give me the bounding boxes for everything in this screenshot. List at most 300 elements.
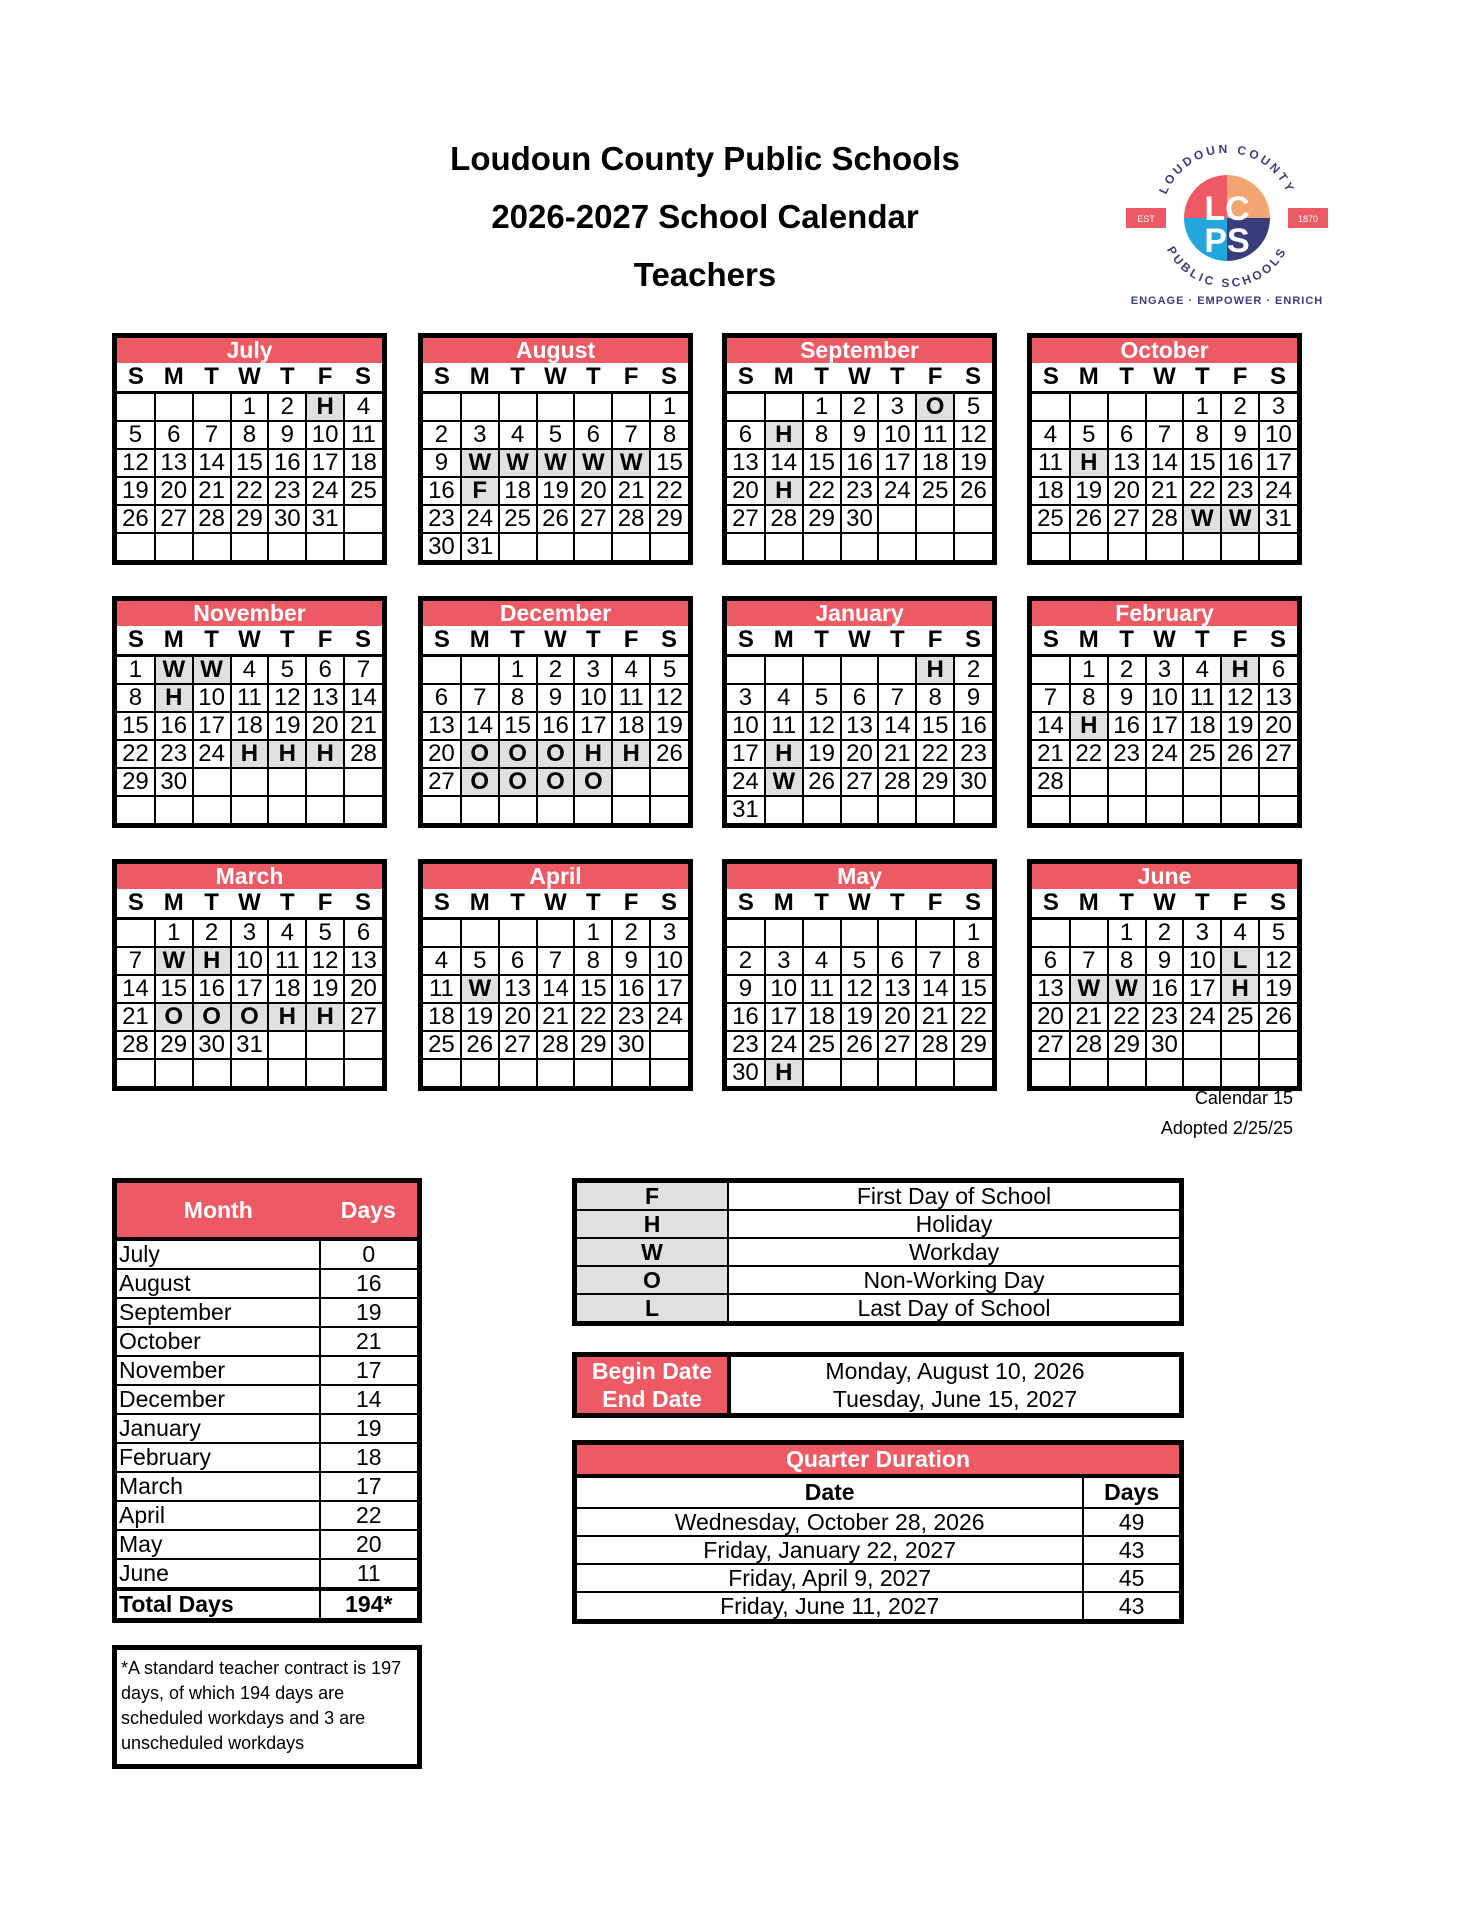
day-cell: 16 [193,975,231,1003]
day-cell [574,533,612,560]
day-cell [499,796,537,823]
day-cell: 20 [155,477,193,505]
day-cell: 11 [1032,449,1070,477]
day-cell [268,533,306,560]
day-cell: 18 [423,1003,461,1031]
begin-date-label: Begin Date [575,1355,730,1386]
weekday-header: F [1221,626,1259,656]
day-cell: 13 [1259,684,1297,712]
day-cell: 4 [499,421,537,449]
day-cell: 19 [841,1003,879,1031]
day-cell: W [574,449,612,477]
weekday-header: M [461,363,499,393]
day-cell: 5 [1070,421,1108,449]
day-cell: 4 [765,684,803,712]
week-row [1032,975,1297,1003]
day-cell [155,1059,193,1086]
day-cell: 3 [1146,656,1184,685]
day-cell: 13 [306,684,344,712]
weekday-header: F [306,626,344,656]
week-row [117,1031,382,1059]
weekday-header: F [916,626,954,656]
quarter-end-date: Friday, January 22, 2027 [575,1536,1084,1564]
month-calendar-november [112,596,387,828]
day-cell: 1 [155,919,193,948]
weekday-header: T [268,889,306,919]
day-cell: 29 [954,1031,992,1059]
day-cell: 19 [537,477,575,505]
day-cell: 22 [117,740,155,768]
day-cell: 9 [1146,947,1184,975]
week-row [1032,421,1297,449]
day-cell: 7 [1032,684,1070,712]
day-cell: O [574,768,612,796]
day-cell: O [461,740,499,768]
month-title: December [423,601,688,626]
day-cell: 26 [650,740,688,768]
svg-text:PUBLIC SCHOOLS: PUBLIC SCHOOLS [1163,243,1291,291]
weekday-header: F [306,889,344,919]
month-name: August [115,1269,320,1298]
day-cell: 3 [727,684,765,712]
day-cell: H [1221,975,1259,1003]
day-cell: H [612,740,650,768]
day-cell: 17 [765,1003,803,1031]
day-cell: 9 [1108,684,1146,712]
day-cell [1108,533,1146,560]
month-day-count: 19 [320,1298,420,1327]
day-cell: 12 [803,712,841,740]
day-cell [803,656,841,685]
quarter-end-date: Friday, April 9, 2027 [575,1564,1084,1592]
day-cell: 27 [1108,505,1146,533]
day-cell: 25 [803,1031,841,1059]
day-cell: 9 [537,684,575,712]
weekday-header: F [612,889,650,919]
day-cell: 19 [306,975,344,1003]
day-cell: 23 [423,505,461,533]
day-cell: 20 [1108,477,1146,505]
weekday-header: T [878,363,916,393]
month-days-row [115,1443,420,1472]
month-title: June [1032,864,1297,889]
day-cell: 8 [499,684,537,712]
day-cell: 28 [1070,1031,1108,1059]
day-cell: 30 [155,768,193,796]
day-cell [193,393,231,422]
day-cell: 11 [765,712,803,740]
week-row [423,421,688,449]
day-cell: 6 [306,656,344,685]
day-cell: 7 [1070,947,1108,975]
week-row [727,796,992,823]
day-cell: 28 [1032,768,1070,796]
day-cell: 27 [574,505,612,533]
legend-row [575,1266,1182,1294]
day-cell: 8 [1183,421,1221,449]
day-cell: 30 [193,1031,231,1059]
month-name: June [115,1559,320,1589]
weekday-header: F [306,363,344,393]
month-calendar-august [418,333,693,565]
month-calendar-december [418,596,693,828]
day-cell [537,393,575,422]
day-cell: 27 [1259,740,1297,768]
day-cell [306,1031,344,1059]
quarter-day-count: 49 [1083,1508,1181,1536]
day-cell: H [765,1059,803,1086]
day-cell: 16 [954,712,992,740]
day-cell [1183,533,1221,560]
day-cell: W [155,947,193,975]
day-cell: 16 [727,1003,765,1031]
day-cell: W [537,449,575,477]
day-cell: 5 [650,656,688,685]
day-cell: 9 [841,421,879,449]
day-cell: 4 [268,919,306,948]
day-cell: 22 [954,1003,992,1031]
week-row [1032,947,1297,975]
day-cell: H [1221,656,1259,685]
month-title: July [117,338,382,363]
weekday-header: S [423,626,461,656]
weekday-header: S [1032,889,1070,919]
day-cell: 30 [1146,1031,1184,1059]
day-cell: 28 [765,505,803,533]
weekday-header: S [1259,363,1297,393]
weekday-header: S [344,889,382,919]
month-days-row [115,1298,420,1327]
day-cell: 19 [803,740,841,768]
day-cell: 7 [916,947,954,975]
day-cell: 2 [841,393,879,422]
month-days-row [115,1530,420,1559]
day-cell: 30 [612,1031,650,1059]
day-cell: O [537,768,575,796]
day-cell: 10 [193,684,231,712]
quarter-end-date: Friday, June 11, 2027 [575,1592,1084,1622]
day-cell: 20 [727,477,765,505]
day-cell: 22 [231,477,269,505]
day-cell: 23 [1146,1003,1184,1031]
weekday-header: W [1146,889,1184,919]
week-row [423,449,688,477]
week-row [1032,684,1297,712]
week-row [117,740,382,768]
total-value: 194* [320,1589,420,1621]
day-cell [461,656,499,685]
month-title: April [423,864,688,889]
day-cell: O [155,1003,193,1031]
weekday-header: W [537,363,575,393]
weekday-header: S [650,626,688,656]
day-cell [765,393,803,422]
weekday-header: T [1108,626,1146,656]
day-cell [1032,919,1070,948]
week-row [727,768,992,796]
week-row [727,684,992,712]
day-cell: 4 [1183,656,1221,685]
day-cell: 14 [1146,449,1184,477]
day-cell: 28 [193,505,231,533]
day-cell: 10 [1259,421,1297,449]
day-cell [727,393,765,422]
day-cell: 5 [1259,919,1297,948]
month-days-row [115,1385,420,1414]
week-row [727,393,992,422]
day-cell: 2 [268,393,306,422]
day-cell: O [499,740,537,768]
svg-text:PS: PS [1204,222,1250,260]
day-cell: 25 [344,477,382,505]
weekday-header: M [155,889,193,919]
quarter-duration-table [572,1440,1184,1624]
days-header: Days [320,1181,420,1240]
quarter-day-count: 45 [1083,1564,1181,1592]
week-row [727,505,992,533]
weekday-header: S [1032,363,1070,393]
day-cell: 14 [344,684,382,712]
weekday-header: S [344,626,382,656]
day-cell [1221,1031,1259,1059]
month-calendar-march [112,859,387,1091]
day-cell: 9 [1221,421,1259,449]
day-cell: 17 [1259,449,1297,477]
day-cell: 17 [727,740,765,768]
weekday-header: S [727,626,765,656]
day-cell: 8 [916,684,954,712]
day-cell: 24 [1183,1003,1221,1031]
legend-label: Last Day of School [728,1294,1182,1324]
week-row [727,421,992,449]
day-cell [306,1059,344,1086]
day-cell [1259,1059,1297,1086]
day-cell: H [765,421,803,449]
week-row [1032,740,1297,768]
month-name: July [115,1239,320,1269]
day-cell: 12 [841,975,879,1003]
month-name: May [115,1530,320,1559]
day-cell: 2 [423,421,461,449]
day-cell: 19 [1221,712,1259,740]
day-cell: 23 [155,740,193,768]
day-cell: W [193,656,231,685]
day-cell [1070,533,1108,560]
day-cell [1070,768,1108,796]
day-cell: 15 [916,712,954,740]
day-cell [423,1059,461,1086]
day-cell [803,919,841,948]
month-title: May [727,864,992,889]
school-dates-table [572,1352,1184,1418]
day-cell: 6 [1032,947,1070,975]
day-cell: 20 [423,740,461,768]
weekday-header: M [461,626,499,656]
day-cell: 25 [423,1031,461,1059]
svg-text:1870: 1870 [1297,214,1319,224]
quarter-day-count: 43 [1083,1536,1181,1564]
weekday-header: W [841,889,879,919]
day-cell: 20 [574,477,612,505]
day-cell: 26 [117,505,155,533]
day-cell: 7 [1146,421,1184,449]
month-calendar-october [1027,333,1302,565]
day-cell: 22 [1183,477,1221,505]
day-cell: 10 [650,947,688,975]
day-cell: 13 [423,712,461,740]
day-cell: 4 [1032,421,1070,449]
day-cell: 1 [650,393,688,422]
day-cell: 29 [117,768,155,796]
week-row [423,533,688,560]
day-cell: 20 [306,712,344,740]
day-cell: 25 [499,505,537,533]
day-cell: 25 [1032,505,1070,533]
day-cell [878,919,916,948]
day-cell [916,919,954,948]
week-row [423,1031,688,1059]
day-cell: 13 [1032,975,1070,1003]
day-cell: 7 [344,656,382,685]
day-cell [765,656,803,685]
day-cell: 27 [423,768,461,796]
day-cell [499,1059,537,1086]
weekday-header: W [841,626,879,656]
day-cell: 5 [803,684,841,712]
day-cell: 7 [612,421,650,449]
day-cell: 1 [1070,656,1108,685]
day-cell: 2 [1108,656,1146,685]
week-row [727,975,992,1003]
day-cell: 2 [1221,393,1259,422]
week-row [423,1059,688,1086]
day-cell [612,796,650,823]
week-row [727,1031,992,1059]
day-cell: 16 [537,712,575,740]
day-cell: 29 [1108,1031,1146,1059]
week-row [1032,656,1297,685]
weekday-header: F [916,889,954,919]
day-cell [344,768,382,796]
month-calendar-april [418,859,693,1091]
week-row [117,975,382,1003]
day-cell [574,1059,612,1086]
weekday-header: S [954,889,992,919]
total-days-row [115,1589,420,1621]
day-cell [1259,768,1297,796]
weekday-header: T [1183,626,1221,656]
day-cell: 27 [841,768,879,796]
quarter-day-count: 43 [1083,1592,1181,1622]
day-cell [612,1059,650,1086]
day-cell [954,533,992,560]
day-cell [574,393,612,422]
week-row [423,919,688,948]
day-cell [268,1031,306,1059]
day-cell: H [574,740,612,768]
day-cell: 24 [1146,740,1184,768]
month-name: March [115,1472,320,1501]
svg-text:ENGAGE · EMPOWER · ENRICH: ENGAGE · EMPOWER · ENRICH [1130,295,1324,307]
weekday-header: T [1108,363,1146,393]
day-cell: 8 [574,947,612,975]
day-cell: 20 [841,740,879,768]
day-cell [193,796,231,823]
day-cell: 15 [574,975,612,1003]
day-cell: 7 [537,947,575,975]
month-day-count: 14 [320,1385,420,1414]
day-cell [306,533,344,560]
day-cell [117,796,155,823]
day-cell: H [306,393,344,422]
day-cell [1259,1031,1297,1059]
day-cell: 29 [574,1031,612,1059]
day-cell: 3 [1183,919,1221,948]
day-cell: 20 [1259,712,1297,740]
day-cell: 16 [1221,449,1259,477]
day-cell: 12 [954,421,992,449]
day-cell: 30 [841,505,879,533]
weekday-header: T [1108,889,1146,919]
day-cell: 9 [423,449,461,477]
day-cell: 18 [1183,712,1221,740]
week-row [1032,393,1297,422]
day-cell: H [155,684,193,712]
day-cell: 3 [231,919,269,948]
day-cell: 24 [461,505,499,533]
day-cell: 6 [727,421,765,449]
day-cell: 24 [193,740,231,768]
day-cell [954,1059,992,1086]
day-cell [1259,796,1297,823]
weekday-header: W [231,363,269,393]
weekday-header: T [574,363,612,393]
day-cell: 6 [344,919,382,948]
day-cell [344,1059,382,1086]
weekday-header: F [916,363,954,393]
day-cell: 13 [878,975,916,1003]
day-cell: 5 [954,393,992,422]
svg-text:LOUDOUN COUNTY: LOUDOUN COUNTY [1156,141,1298,197]
day-cell [650,796,688,823]
day-cell [231,1059,269,1086]
day-cell [1146,1059,1184,1086]
day-cell: W [1183,505,1221,533]
day-cell [612,768,650,796]
day-cell: 17 [231,975,269,1003]
weekday-header: W [537,889,575,919]
day-cell [803,533,841,560]
day-cell: W [155,656,193,685]
month-days-row [115,1559,420,1589]
day-cell: 8 [954,947,992,975]
day-cell: 3 [878,393,916,422]
day-cell: 22 [574,1003,612,1031]
day-cell [537,533,575,560]
day-cell: 4 [612,656,650,685]
weekday-header: T [574,626,612,656]
day-cell: 12 [1221,684,1259,712]
day-cell: W [461,449,499,477]
day-cell [117,919,155,948]
legend-row [575,1238,1182,1266]
day-cell: 22 [916,740,954,768]
day-cell: 29 [155,1031,193,1059]
day-cell: 10 [878,421,916,449]
svg-text:LC: LC [1204,190,1250,228]
day-cell: H [306,1003,344,1031]
weekday-header: T [1183,363,1221,393]
